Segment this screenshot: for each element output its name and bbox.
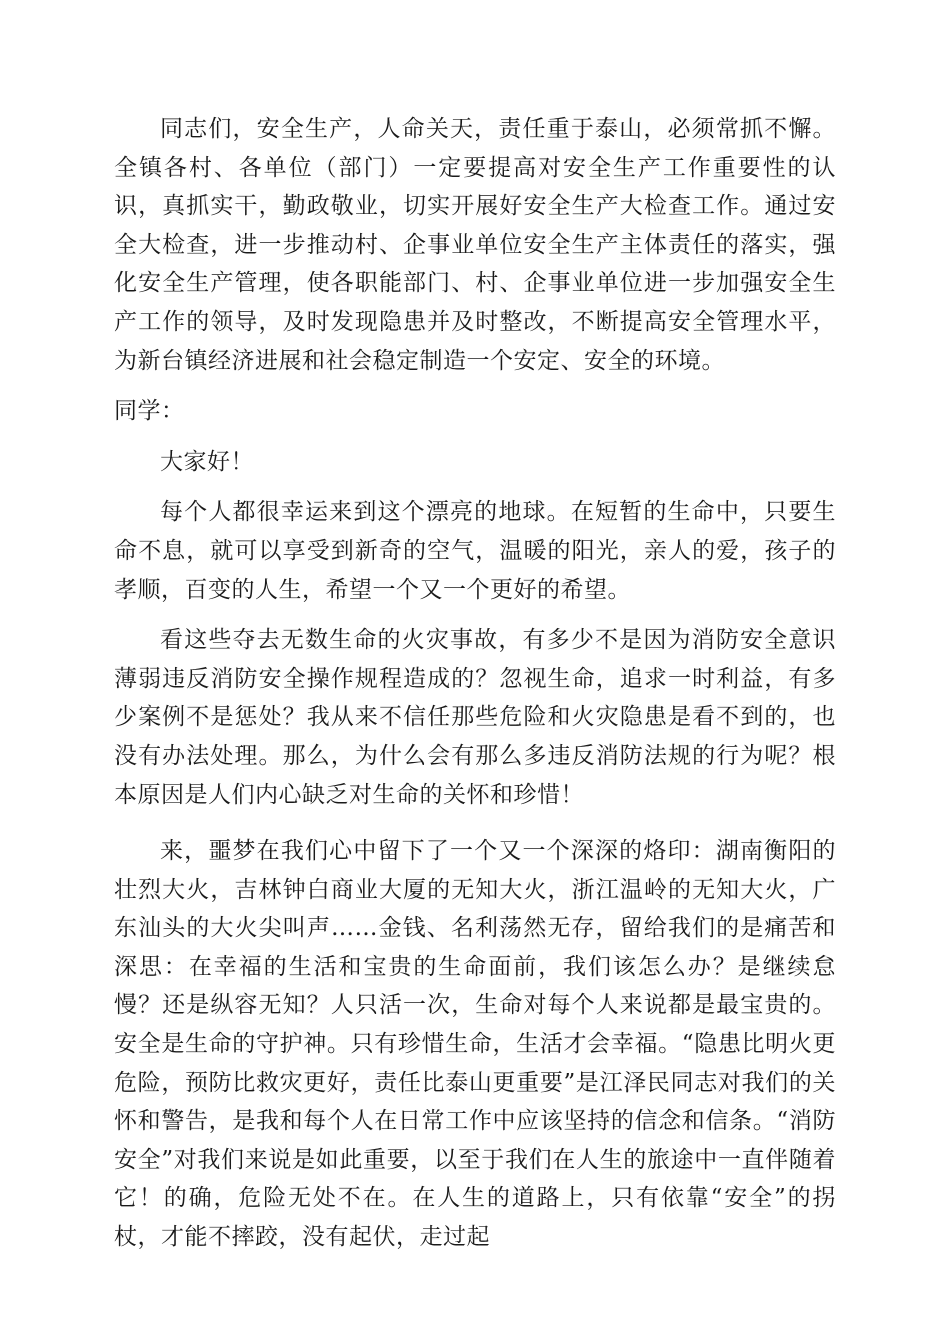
greeting: 大家好！	[160, 448, 254, 475]
paragraph-safety-inspection: 同志们，安全生产，人命关天，责任重于泰山，必须常抓不懈。全镇各村、各单位（部门）一定要提高对安全生产工作重要性的认识，真抓实干，勤政敬业，切实开展好安全生产大检查工作。通过安全大检查，进一步推动村、企事业单位安全生产主体责任的落实，强化安全生产管理，使各职能部门、村、企事业单位进一步加强安全生产工作的领导，及时发现隐患并及时整改，不断提高安全管理水平，为新台镇经济进展和社会稳定制造一个安定、安全的环境。	[114, 116, 836, 374]
salutation-classmates: 同学：	[114, 398, 185, 425]
paragraph-fire-accidents: 看这些夺去无数生命的火灾事故，有多少不是因为消防安全意识薄弱违反消防安全操作规程造成的？忽视生命，追求一时利益，有多少案例不是惩处？我从来不信任那些危险和火灾隐患是看不到的，也没有办法处理。那么，为什么会有那么多违反消防法规的行为呢？根本原因是人们内心缺乏对生命的关怀和珍惜！	[114, 627, 836, 808]
paragraph-life: 每个人都很幸运来到这个漂亮的地球。在短暂的生命中，只要生命不息，就可以享受到新奇的空气，温暖的阳光，亲人的爱，孩子的孝顺，百变的人生，希望一个又一个更好的希望。	[114, 499, 836, 603]
document-body	[114, 110, 836, 1257]
paragraph-nightmare: 来，噩梦在我们心中留下了一个又一个深深的烙印：湖南衡阳的壮烈大火，吉林钟白商业大厦的无知大火，浙江温岭的无知大火，广东汕头的大火尖叫声……金钱、名利荡然无存，留给我们的是痛苦和深思：在幸福的生活和宝贵的生命面前，我们该怎么办？是继续怠慢？还是纵容无知？人只活一次，生命对每个人来说都是最宝贵的。安全是生命的守护神。只有珍惜生命，生活才会幸福。“隐患比明火更危险，预防比救灾更好，责任比泰山更重要”是江泽民同志对我们的关怀和警告，是我和每个人在日常工作中应该坚持的信念和信条。“消防安全”对我们来说是如此重要，以至于我们在人生的旅途中一直伴随着它！的确，危险无处不在。在人生的道路上，只有依靠“安全”的拐杖，才能不摔跤，没有起伏，走过起	[114, 838, 836, 1251]
